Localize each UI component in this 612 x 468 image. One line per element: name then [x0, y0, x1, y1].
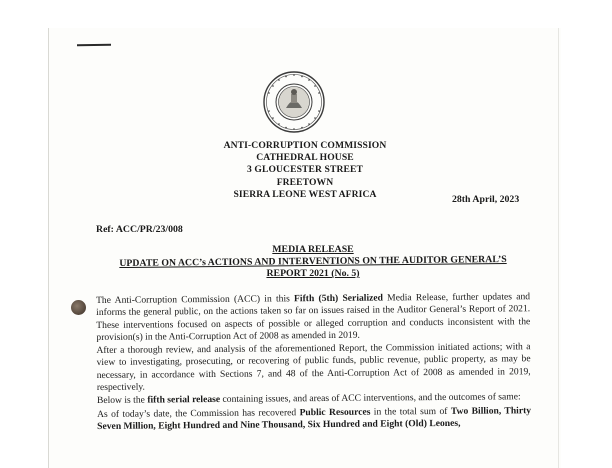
document-date: 28th April, 2023: [452, 194, 520, 205]
page-edge: [558, 28, 559, 468]
title-line: MEDIA RELEASE: [272, 244, 354, 255]
release-title: [98, 244, 528, 280]
paragraph: After a thorough review, and analysis of the aforementioned Report, the Commission initiated actions; with a view to investigating, prosecuting, or recovering of public funds, public revenue, public property, as may be necessary, in accordance with Sections 7, and 48 of the Anti-Corruption Act of 2008 as amended in 2019, respectively.: [96, 341, 531, 394]
address-line: SIERRA LEONE WEST AFRICA: [233, 188, 377, 200]
text-run: in the total sum of: [370, 405, 451, 418]
text-run: Media Release, further updates and informs the general public, on the actions taken so far on issues raised in the Auditor General’s Report of 2021. These interventions focused on aspects of possible or alleged corruption and conducts inconsistent with the provision(s) in the Anti-Corruption Act of 2008 as amended in 2019.: [96, 291, 531, 343]
paragraph: [96, 291, 530, 344]
paragraph: [97, 405, 531, 433]
text-run: Below is the: [96, 394, 148, 407]
address-line: 3 GLOUCESTER STREET: [247, 164, 363, 176]
bold-run: fifth serial release: [147, 394, 221, 406]
text-run: containing issues, and areas of ACC interventions, and the outcomes of same:: [220, 391, 521, 406]
body-text: [96, 291, 531, 434]
bold-run: Public Resources: [299, 406, 371, 418]
title-line: REPORT 2021 (No. 5): [266, 268, 360, 279]
text-run: As of today’s date, the Commission has recovered: [96, 406, 300, 420]
punch-hole: [71, 300, 86, 315]
bold-run: Two Billion, Thirty Seven Million, Eight Hundred and Nine Thousand, Six Hundred and Eight (Old) Leones,: [97, 404, 532, 432]
acc-seal-logo: [262, 70, 326, 134]
text-run: The Anti-Corruption Commission (ACC) in this: [96, 293, 295, 306]
title-line: UPDATE ON ACC’s ACTIONS AND INTERVENTIONS ON THE AUDITOR GENERAL’S: [119, 253, 507, 270]
address-line: FREETOWN: [276, 176, 334, 188]
address-line: CATHEDRAL HOUSE: [256, 152, 354, 164]
address-block: [190, 140, 420, 201]
address-line: ANTI-CORRUPTION COMMISSION: [223, 140, 387, 151]
reference-number: Ref: ACC/PR/23/008: [96, 224, 183, 235]
bold-run: Fifth (5th) Serialized: [293, 292, 383, 305]
